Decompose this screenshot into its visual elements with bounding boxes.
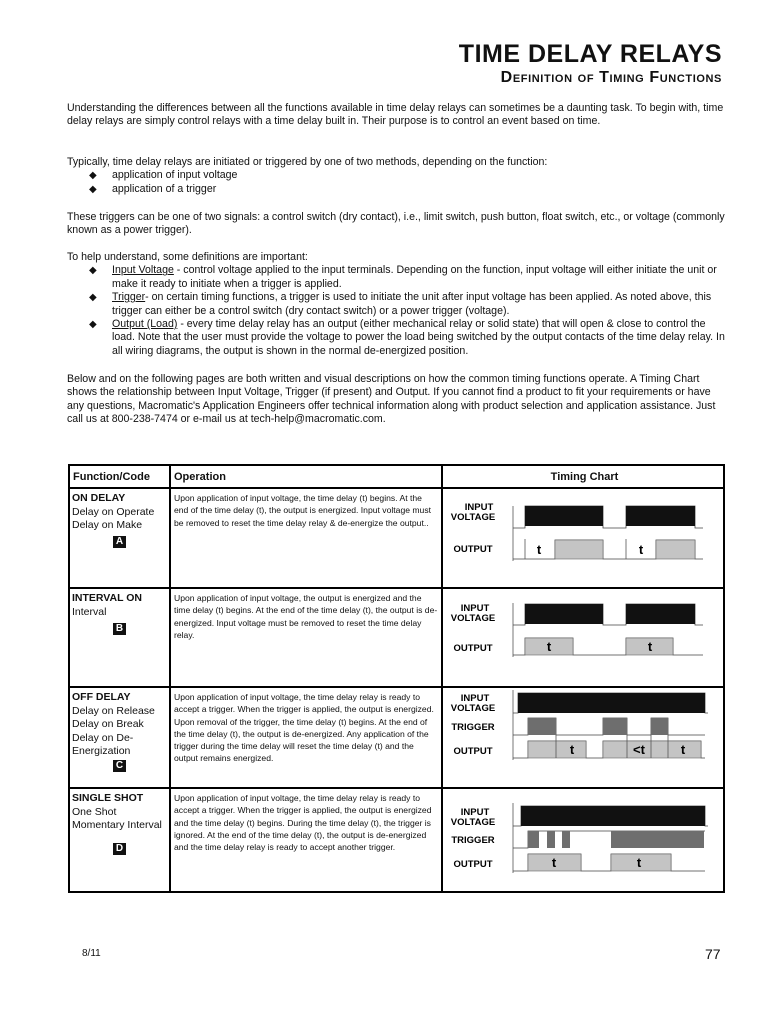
function-code-badge: A	[113, 536, 126, 548]
input-label-line1: INPUT	[460, 603, 490, 614]
input-pulse	[518, 693, 705, 713]
function-alias: Energization	[72, 745, 131, 757]
input-label-line2: VOLTAGE	[450, 613, 496, 624]
definitions-section	[67, 251, 727, 358]
page-number: 77	[705, 946, 721, 962]
time-delay-label: t	[680, 742, 686, 757]
input-pulse	[525, 604, 603, 624]
trigger-pulse	[611, 831, 704, 848]
diamond-bullet-icon: ◆	[89, 292, 97, 304]
intro-paragraph	[67, 102, 727, 129]
list-item: ◆ application of input voltage	[89, 169, 238, 182]
trigger-label: TRIGGER	[451, 835, 495, 846]
input-label-line1: INPUT	[464, 502, 494, 513]
timing-chart-cell	[442, 488, 724, 588]
output-label: OUTPUT	[453, 746, 493, 757]
diamond-bullet-icon: ◆	[89, 319, 97, 331]
function-alias: Delay on Make	[72, 519, 143, 531]
input-label-line2: VOLTAGE	[450, 817, 496, 828]
definition-term: Output (Load)	[112, 318, 178, 331]
function-alias: Delay on De-	[72, 731, 134, 744]
trigger-label: TRIGGER	[451, 722, 495, 733]
time-delay-label: t	[636, 855, 642, 870]
methods-list	[67, 169, 727, 196]
definition-item: ◆ Input Voltage - control voltage applied to the input terminals. Depending on the function, input voltage will either initiate the unit or make it ready to initiate when a trigger is applied.	[89, 264, 717, 290]
header-operation: Operation	[170, 465, 442, 488]
function-name: SINGLE SHOT	[72, 792, 144, 804]
function-cell	[69, 687, 170, 788]
header-timing-chart: Timing Chart	[442, 465, 724, 488]
time-delay-label: t	[551, 855, 557, 870]
timing-functions-table	[68, 464, 725, 893]
function-code-badge: D	[113, 843, 126, 855]
time-delay-label: t	[569, 742, 575, 757]
operation-cell: Upon application of input voltage, the output is energized and the time delay (t) begins. At the end of the time delay (t), the output is de-energized. Input voltage must be removed to reset the time delay relay.	[170, 588, 442, 687]
output-label: OUTPUT	[453, 859, 493, 870]
header-function-code: Function/Code	[69, 465, 170, 488]
operation-cell: Upon application of input voltage, the time delay relay is ready to accept a trigger. When the trigger is applied, the output is energized and the time delay (t) begins. During the time delay (t), the trigger is ignored. At the end of the time delay (t), the output is de-energized and the time delay relay is ready to accept another trigger.	[170, 788, 442, 892]
timing-chart-interval-on	[443, 589, 725, 686]
table-row	[69, 788, 724, 892]
footer-date: 8/11	[82, 948, 101, 959]
trigger-pulse	[651, 718, 668, 735]
function-alias: Momentary Interval	[72, 819, 162, 831]
timing-chart-cell	[442, 687, 724, 788]
table-row	[69, 588, 724, 687]
trigger-pulse	[547, 831, 555, 848]
table-row	[69, 488, 724, 588]
function-alias: Delay on Break	[72, 718, 144, 730]
timing-chart-single-shot	[443, 789, 725, 891]
output-pulse	[555, 540, 603, 559]
operation-cell: Upon application of input voltage, the time delay relay is ready to accept a trigger. When the trigger is applied, the output is energized. Upon removal of the trigger, the time delay (t) begins. At the end of the time delay (t), the output is de-energized. Any application of the trigger during the time delay will reset the time delay (t) and the output remains energized.	[170, 687, 442, 788]
input-label-line1: INPUT	[460, 693, 490, 704]
trigger-pulse	[562, 831, 570, 848]
output-pulse	[656, 540, 695, 559]
function-alias: Interval	[72, 605, 107, 618]
function-cell	[69, 788, 170, 892]
definition-item: ◆ Output (Load) - every time delay relay has an output (either mechanical relay or solid state) that will open & close to control the load. Note that the user must provide the voltage to power the load being switched by the output contacts of the time delay relay. In all wiring diagrams, the output is shown in the normal de-energized position.	[89, 318, 725, 357]
operation-cell: Upon application of input voltage, the time delay (t) begins. At the end of the time delay (t), the output is energized. Input voltage must be removed to reset the time delay relay & de-energize the output..	[170, 488, 442, 588]
diamond-bullet-icon: ◆	[89, 170, 97, 182]
trigger-pulse	[603, 718, 627, 735]
time-delay-label: <t	[633, 742, 645, 757]
time-delay-label: t	[536, 542, 542, 557]
definition-term: Input Voltage	[112, 264, 174, 277]
triggers-text: These triggers can be one of two signals: a control switch (dry contact), i.e., limit switch, push button, float switch, etc., or voltage (commonly known as a power trigger).	[67, 211, 725, 237]
table-header-row	[69, 465, 724, 488]
definition-term: Trigger	[112, 291, 146, 304]
page-subtitle: Definition of Timing Functions	[500, 69, 722, 86]
function-code-badge: C	[113, 760, 126, 772]
function-cell	[69, 488, 170, 588]
timing-chart-on-delay	[443, 489, 725, 587]
diamond-bullet-icon: ◆	[89, 265, 97, 277]
trigger-pulse	[528, 718, 556, 735]
output-pulse	[528, 741, 586, 758]
closing-text: Below and on the following pages are both written and visual descriptions on how the common timing functions operate. A Timing Chart shows the relationship between Input Voltage, Trigger (if present) and Output. If you cannot find a product to fit your requirements or have any questions, Macromatic's Application Engineers offer technical information along with product selection and application assistance. Just call us at 800-238-7474 or e-mail us at tech-help@macromatic.com.	[67, 373, 716, 426]
list-item: ◆ application of a trigger	[89, 182, 217, 195]
input-label-line1: INPUT	[460, 807, 490, 818]
methods-section	[67, 156, 727, 196]
input-pulse	[525, 506, 603, 526]
timing-chart-off-delay	[443, 688, 725, 787]
time-delay-label: t	[638, 542, 644, 557]
table-row	[69, 687, 724, 788]
output-label: OUTPUT	[453, 544, 493, 555]
intro-text: Understanding the differences between all the functions available in time delay relays can sometimes be a daunting task. To begin with, time delay relays are simply control relays with a time delay built in. Their purpose is to control an event based on time.	[67, 102, 724, 128]
function-alias: Delay on Release	[72, 704, 155, 717]
timing-chart-cell	[442, 788, 724, 892]
time-delay-label: t	[546, 639, 552, 654]
definition-item: ◆ Trigger- on certain timing functions, a trigger is used to initiate the unit after input voltage has been applied. As noted above, this trigger can either be a control switch (dry contact switch) or a power trigger (voltage).	[89, 291, 712, 317]
time-delay-label: t	[647, 639, 653, 654]
function-name: OFF DELAY	[72, 691, 131, 703]
methods-intro: Typically, time delay relays are initiated or triggered by one of two methods, depending on the function:	[67, 156, 548, 168]
input-label-line2: VOLTAGE	[450, 512, 496, 523]
input-label-line2: VOLTAGE	[450, 703, 496, 714]
function-cell	[69, 588, 170, 687]
triggers-paragraph	[67, 211, 727, 238]
definitions-intro: To help understand, some definitions are important:	[67, 251, 308, 263]
definitions-list	[67, 264, 727, 358]
output-pulse	[603, 741, 701, 758]
diamond-bullet-icon: ◆	[89, 183, 97, 195]
function-name: INTERVAL ON	[72, 592, 143, 604]
input-pulse	[626, 604, 695, 624]
input-pulse	[626, 506, 695, 526]
output-label: OUTPUT	[453, 643, 493, 654]
function-name: ON DELAY	[72, 492, 126, 504]
function-code-badge: B	[113, 623, 126, 635]
function-alias: Delay on Operate	[72, 505, 155, 518]
trigger-pulse	[528, 831, 539, 848]
closing-paragraph	[67, 373, 727, 427]
function-alias: One Shot	[72, 805, 117, 818]
page-title: TIME DELAY RELAYS	[458, 40, 722, 68]
timing-chart-cell	[442, 588, 724, 687]
input-pulse	[521, 806, 705, 826]
